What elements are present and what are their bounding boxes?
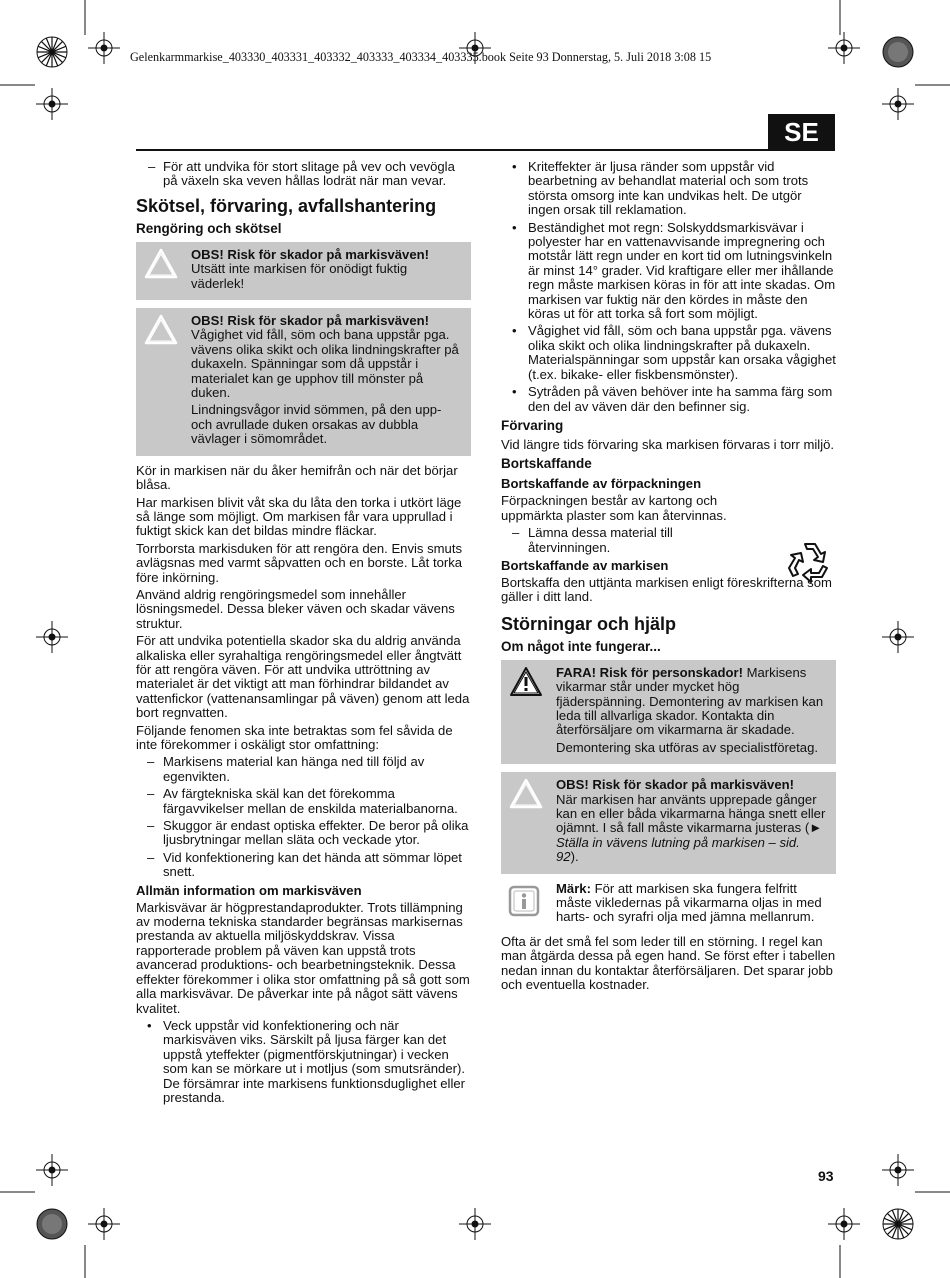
danger-title: FARA! Risk för personskador! (556, 664, 743, 680)
crosshair-icon (882, 1154, 914, 1186)
subsection-heading: Allmän information om markisväven (136, 882, 362, 898)
subsection-heading: Bortskaffande (501, 456, 592, 472)
crosshair-icon (88, 32, 120, 64)
paragraph: Markisvävar är högprestandaprodukter. Trots tillämpning av moderna tekniska standarder begränsas markisernas prestanda av aktuella miljöskyddskrav. Vissa rapporterade problem på väven kan uppstå trots avancerad produktions- och bearbetningsteknik. Dessa effekter förekommer i olika stor omfattning på så gott som alla markisvävar. De påverkar inte på något sätt vävens kvalitet. (136, 899, 470, 1016)
paragraph: Ofta är det små fel som leder till en störning. I regel kan man åtgärda dessa på egen hand. Se först efter i tabellen nedan innan du kontaktar återförsäljaren. Det sparar jobb och eventuella kostnader. (501, 933, 836, 993)
language-tab: SE (768, 114, 835, 151)
list-item: • Veck uppstår vid konfektionering och när markisväven viks. Särskilt på ljusa färger kan det uppstå yteffekter (pigmentförskjutningar) i vecken som kan se mörkare ut i motljus (som smutsränder). De försämrar inte markisens funktionsduglighet eller prestanda. (147, 1017, 466, 1105)
note-box: Märk: För att markisen ska fungera felfritt måste vikledernas på vikarmarna oljas in med harts- och syrafri olja med jämna mellanrum. (501, 882, 836, 925)
crosshair-icon (88, 1208, 120, 1240)
warning-box: OBS! Risk för skador på markisväven! Vågighet vid fåll, söm och bana uppstår pga. vävens olika skikt och olika lindningskrafter på dukaxeln. Spänningar som då uppstår i materialet kan ge upphov till mönster på duken. Lindningsvågor invid sömmen, på den upp- och avrullade duken orsakas av dubbla vävlager i sömområdet. (136, 308, 471, 456)
crosshair-icon (882, 88, 914, 120)
list-item: – Vid konfektionering kan det hända att sömmar löpet snett. (147, 849, 462, 880)
subsection-heading: Bortskaffande av förpackningen (501, 476, 702, 492)
warning-triangle-icon (509, 778, 543, 810)
subsection-heading: Om något inte fungerar... (501, 638, 661, 654)
list-item: – För att undvika för stort slitage på vev och vevögla på växeln ska veven hållas lodrät när man vevar. (148, 159, 455, 189)
warning-title: OBS! Risk för skador på markisväven! (191, 313, 429, 329)
paragraph: Torrborsta markisduken för att rengöra den. Envis smuts avlägsnas med varmt såpvatten och en borste. Låt torka före inkörning. (136, 540, 463, 585)
dark-circle-mark-icon (37, 1209, 67, 1239)
warning-box: OBS! Risk för skador på markisväven! Utsätt inte markisen för onödigt fuktig väderlek! (136, 242, 471, 300)
list-item: • Sytråden på väven behöver inte ha samma färg som den del av väven där den befinner sig. (512, 384, 833, 414)
list-item: • Vågighet vid fåll, söm och bana uppstår pga. vävens olika skikt och olika lindningskrafter på dukaxeln. Materialspänningar som uppstår kan orsaka vågighet (t.ex. bikake- eller fiskbensmönster). (512, 323, 836, 382)
list-item: – Lämna dessa material till återvinningen. (512, 525, 673, 555)
recycling-icon (785, 538, 835, 588)
section-heading: Skötsel, förvaring, avfallshantering (136, 195, 437, 216)
crosshair-icon (882, 621, 914, 653)
warning-triangle-icon (144, 248, 178, 280)
list-item: • Beständighet mot regn: Solskyddsmarkisvävar i polyester har en vattenavvisande impregnering och motstår lätt regn under en kort tid om lutningsvinkeln är minst 14° grader. Vid kraftigare eller mer ihållande regn måste markisen köras in för att inte skadas. Om markisen var fuktig när den kördes in måste den köras ut för att torka så fort som möjligt. (512, 219, 836, 322)
paragraph: Förpackningen består av kartong och uppmärkta plaster som kan återvinnas. (501, 493, 727, 523)
list-item: – Av färgtekniska skäl kan det förekomma färgavvikelser mellan de enskilda materialbanorna. (147, 786, 458, 816)
paragraph: Kör in markisen när du åker hemifrån och när det börjar blåsa. (136, 462, 458, 493)
print-header: Gelenkarmmarkise_403330_403331_403332_403333_403334_403335.book Seite 93 Donnerstag, 5. Juli 2018 3:08 15 (130, 50, 712, 64)
dark-circle-mark-icon (883, 37, 913, 67)
page-number: 93 (818, 1168, 834, 1184)
header-rule (136, 149, 768, 151)
section-heading: Störningar och hjälp (501, 613, 677, 634)
crosshair-icon (36, 621, 68, 653)
crosshair-icon (828, 1208, 860, 1240)
warning-title: OBS! Risk för skador på markisväven! (191, 246, 429, 262)
crosshair-icon (459, 1208, 491, 1240)
paragraph: Bortskaffa den uttjänta markisen enligt föreskrifterna som gäller i ditt land. (501, 574, 832, 605)
list-item: – Skuggor är endast optiska effekter. De beror på olika ljusbrytningar mellan släta och veckade ytor. (147, 818, 469, 848)
warning-title: OBS! Risk för skador på markisväven! (556, 777, 794, 793)
list-item: – Markisens material kan hänga ned till följd av egenvikten. (147, 754, 425, 784)
left-column (136, 160, 471, 1108)
subsection-heading: Rengöring och skötsel (136, 220, 282, 236)
danger-triangle-icon (509, 666, 543, 698)
starburst-mark-icon (883, 1209, 913, 1239)
warning-triangle-icon (144, 314, 178, 346)
paragraph: Har markisen blivit våt ska du låta den torka i utkört läge så länge som möjligt. Om markisen får vara upprullad i fuktigt skick kan det bildas mindre fläckar. (136, 494, 462, 539)
list-item: • Kriteffekter är ljusa ränder som uppstår vid bearbetning av behandlat material och som trots största omsorg inte kan undvikas helt. De utgör ingen orsak till reklamation. (512, 159, 809, 218)
subsection-heading: Bortskaffande av markisen (501, 557, 669, 573)
danger-box: FARA! Risk för personskador! Markisens vikarmar står under mycket hög fjäderspänning. Demontering av markisen kan leda till allvarliga skador. Kontakta din återförsäljare om vikarmarna är skadade. Demontering ska utföras av specialistföretag. (501, 660, 836, 764)
paragraph: Använd aldrig rengöringsmedel som innehåller lösningsmedel. Dessa bleker väven och skadar vävens struktur. (136, 586, 455, 631)
warning-box: OBS! Risk för skador på markisväven! När markisen har använts upprepade gånger kan en eller båda vikarmarna hänga snett eller ojämnt. I så fall måste vikarmarna justeras (► Ställa in vävens lutning på markisen – sid. 92). (501, 772, 836, 873)
paragraph: Följande fenomen ska inte betraktas som fel såvida de inte förekommer i oskäligt stor omfattning: (136, 722, 453, 752)
paragraph: Vid längre tids förvaring ska markisen förvaras i torr miljö. (501, 436, 835, 452)
info-icon (507, 884, 541, 918)
subsection-heading: Förvaring (501, 417, 564, 433)
cross-reference: ► Ställa in vävens lutning på markisen – sid. 92 (556, 820, 823, 865)
crosshair-icon (36, 1154, 68, 1186)
note-title: Märk: (556, 880, 591, 896)
starburst-mark-icon (37, 37, 67, 67)
crosshair-icon (828, 32, 860, 64)
paragraph: För att undvika potentiella skador ska du aldrig använda alkaliska eller syrahaltiga rengöringsmedel eller ångtvätt för att rengöra väven. För att undvika uttröttning av materialet är det viktigt att man förhindrar bildandet av vattenfickor (vattenansamlingar på väven) genom att leda bort regnvatten. (136, 633, 470, 721)
crosshair-icon (36, 88, 68, 120)
